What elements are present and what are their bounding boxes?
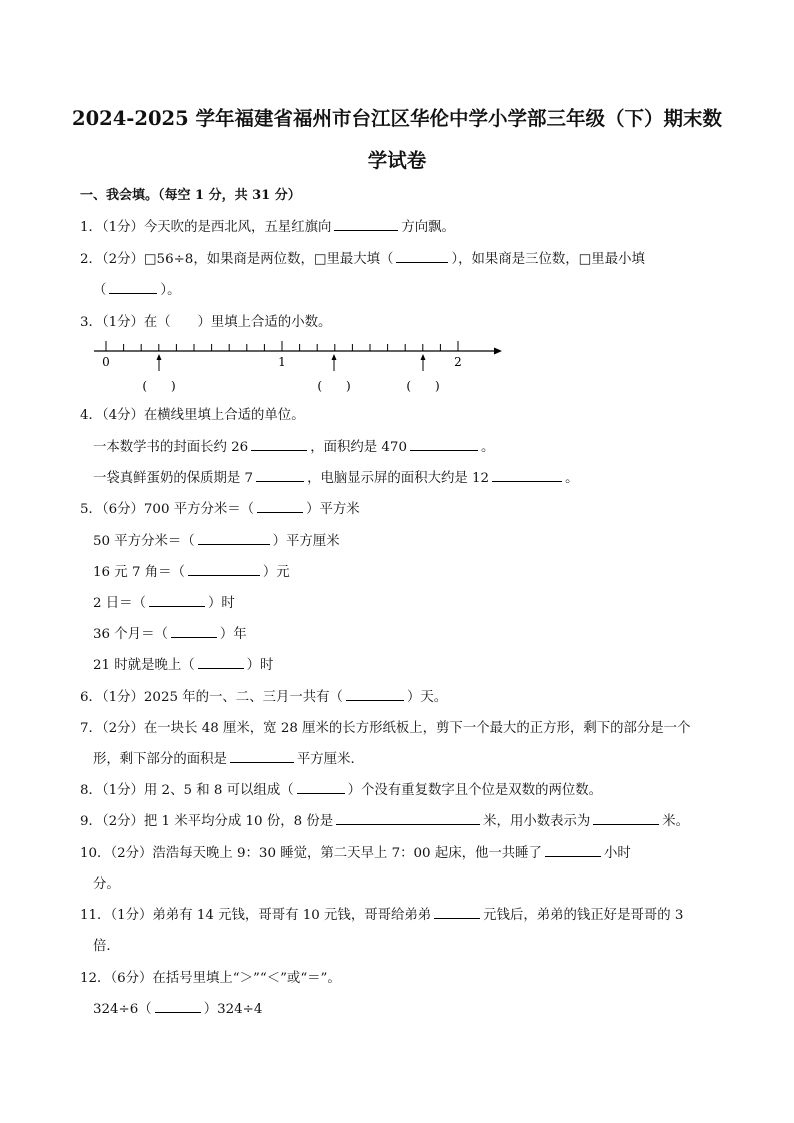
question-5-text: ）时	[246, 658, 274, 673]
question-1-suffix: 方向飘。	[401, 220, 455, 235]
answer-paren-3: ( )	[406, 379, 440, 393]
question-4-text: 一袋真鲜蛋奶的保质期是 7	[93, 471, 254, 486]
section-heading: 一、我会填。（每空 1 分，共 31 分）	[80, 188, 301, 203]
answer-blank[interactable]	[251, 437, 307, 451]
question-10-text: 小时	[603, 846, 631, 861]
question-2	[80, 248, 645, 267]
question-9	[80, 810, 689, 829]
question-5-text: 5．（6分）700 平方分米＝（	[80, 502, 255, 517]
question-5-text: ）平方厘米	[272, 534, 340, 549]
tick-label-0: 0	[102, 355, 110, 369]
answer-blank[interactable]	[171, 624, 217, 638]
number-line-arrowhead	[494, 348, 502, 355]
question-2-cont	[93, 279, 180, 298]
question-10-cont: 分。	[93, 877, 120, 892]
question-11-text: 元钱后，弟弟的钱正好是哥哥的 3	[483, 908, 684, 923]
answer-blank[interactable]	[149, 593, 205, 607]
question-4-line-1	[93, 436, 494, 455]
question-4-text: ，面积约是 470	[310, 440, 407, 455]
question-4-line-2	[93, 467, 578, 486]
tick-label-1: 1	[278, 355, 286, 369]
answer-blank[interactable]	[256, 468, 304, 482]
answer-blank[interactable]	[155, 999, 201, 1013]
answer-blank[interactable]	[545, 843, 601, 857]
question-12-item-1	[93, 998, 262, 1017]
question-4-text: ，电脑显示屏的面积大约是 12	[307, 471, 490, 486]
question-6-text: 6．（1分）2025 年的一、二、三月一共有（	[80, 690, 343, 705]
tick-label-2: 2	[454, 355, 462, 369]
question-4: 4．（4分）在横线里填上合适的单位。	[80, 408, 305, 423]
exam-title-line-1: 2024-2025 学年福建省福州市台江区华伦中学小学部三年级（下）期末数	[72, 107, 722, 130]
question-5-text: 21 时就是晚上（	[93, 658, 195, 673]
question-7-text: 形，剩下部分的面积是	[93, 752, 227, 767]
number-line-ticks	[106, 341, 458, 351]
question-2-paren: （	[93, 283, 107, 298]
question-1	[80, 216, 455, 235]
question-9-text: 9．（2分）把 1 米平均分成 10 份，8 份是	[80, 814, 334, 829]
question-12-text: 324÷6（	[93, 1002, 152, 1017]
answer-blank[interactable]	[346, 687, 404, 701]
answer-blank[interactable]	[198, 531, 270, 545]
question-11	[80, 904, 683, 923]
question-8	[80, 779, 602, 798]
answer-blank[interactable]	[198, 655, 244, 669]
answer-blank[interactable]	[396, 249, 448, 263]
question-5-text: 50 平方分米＝（	[93, 534, 195, 549]
question-12: 12．（6分）在括号里填上“＞”“＜”或“＝”。	[80, 971, 341, 986]
answer-blank[interactable]	[434, 905, 480, 919]
question-11-cont: 倍．	[93, 939, 120, 954]
answer-paren-1: ( )	[142, 379, 176, 393]
answer-blank[interactable]	[336, 811, 480, 825]
question-5-text: 16 元 7 角＝（	[93, 565, 185, 580]
question-7-text: 平方厘米．	[296, 752, 364, 767]
question-2-text: 2．（2分）□56÷8，如果商是两位数，□里最大填（	[80, 252, 394, 267]
question-9-text: 米。	[662, 814, 690, 829]
question-1-text: 1．（1分）今天吹的是西北风，五星红旗向	[80, 220, 332, 235]
question-10-text: 10．（2分）浩浩每天晚上 9：30 睡觉，第二天早上 7：00 起床，他一共睡了	[80, 846, 542, 861]
question-5-d	[93, 592, 235, 611]
answer-blank[interactable]	[297, 780, 345, 794]
question-4-text: 一本数学书的封面长约 26	[93, 440, 249, 455]
question-5-f	[93, 654, 273, 673]
question-5-text: ）平方米	[306, 502, 360, 517]
answer-blank[interactable]	[334, 217, 398, 231]
question-5-text: ）时	[207, 596, 235, 611]
question-5-c	[93, 561, 290, 580]
number-line	[92, 335, 512, 397]
question-5-b	[93, 530, 340, 549]
answer-blank[interactable]	[188, 562, 260, 576]
exam-title-line-2: 学试卷	[367, 149, 427, 172]
question-11-text: 11．（1分）弟弟有 14 元钱，哥哥有 10 元钱，哥哥给弟弟	[80, 908, 432, 923]
answer-paren-2: ( )	[317, 379, 351, 393]
question-6-text: ）天。	[406, 690, 448, 705]
question-4-text: 。	[480, 440, 495, 455]
number-line-pointers	[157, 354, 426, 371]
answer-blank[interactable]	[230, 749, 294, 763]
question-5-text: ）元	[262, 565, 290, 580]
question-5-text: 36 个月＝（	[93, 627, 168, 642]
question-12-text: ）324÷4	[203, 1002, 263, 1017]
question-5-e	[93, 623, 247, 642]
question-2-mid: ），如果商是三位数，□里最小填	[451, 252, 645, 267]
question-4-text: 。	[565, 471, 579, 486]
question-5-text: ）年	[219, 627, 247, 642]
question-2-end: ）。	[160, 283, 181, 298]
answer-blank[interactable]	[109, 280, 157, 294]
question-7: 7．（2分）在一块长 48 厘米，宽 28 厘米的长方形纸板上，剪下一个最大的正方形，剩下的部分是一个	[80, 721, 691, 736]
question-10	[80, 842, 631, 861]
answer-blank[interactable]	[492, 468, 562, 482]
answer-blank[interactable]	[410, 437, 478, 451]
question-5	[80, 498, 360, 517]
question-3: 3．（1分）在（ ）里填上合适的小数。	[80, 315, 332, 330]
question-8-text: 8．（1分）用 2、5 和 8 可以组成（	[80, 783, 294, 798]
answer-blank[interactable]	[257, 499, 303, 513]
question-6	[80, 686, 447, 705]
answer-blank[interactable]	[593, 811, 659, 825]
question-5-text: 2 日＝（	[93, 596, 146, 611]
question-9-text: 米，用小数表示为	[483, 814, 591, 829]
question-7-cont	[93, 748, 364, 767]
question-8-text: ）个没有重复数字且个位是双数的两位数。	[347, 783, 603, 798]
